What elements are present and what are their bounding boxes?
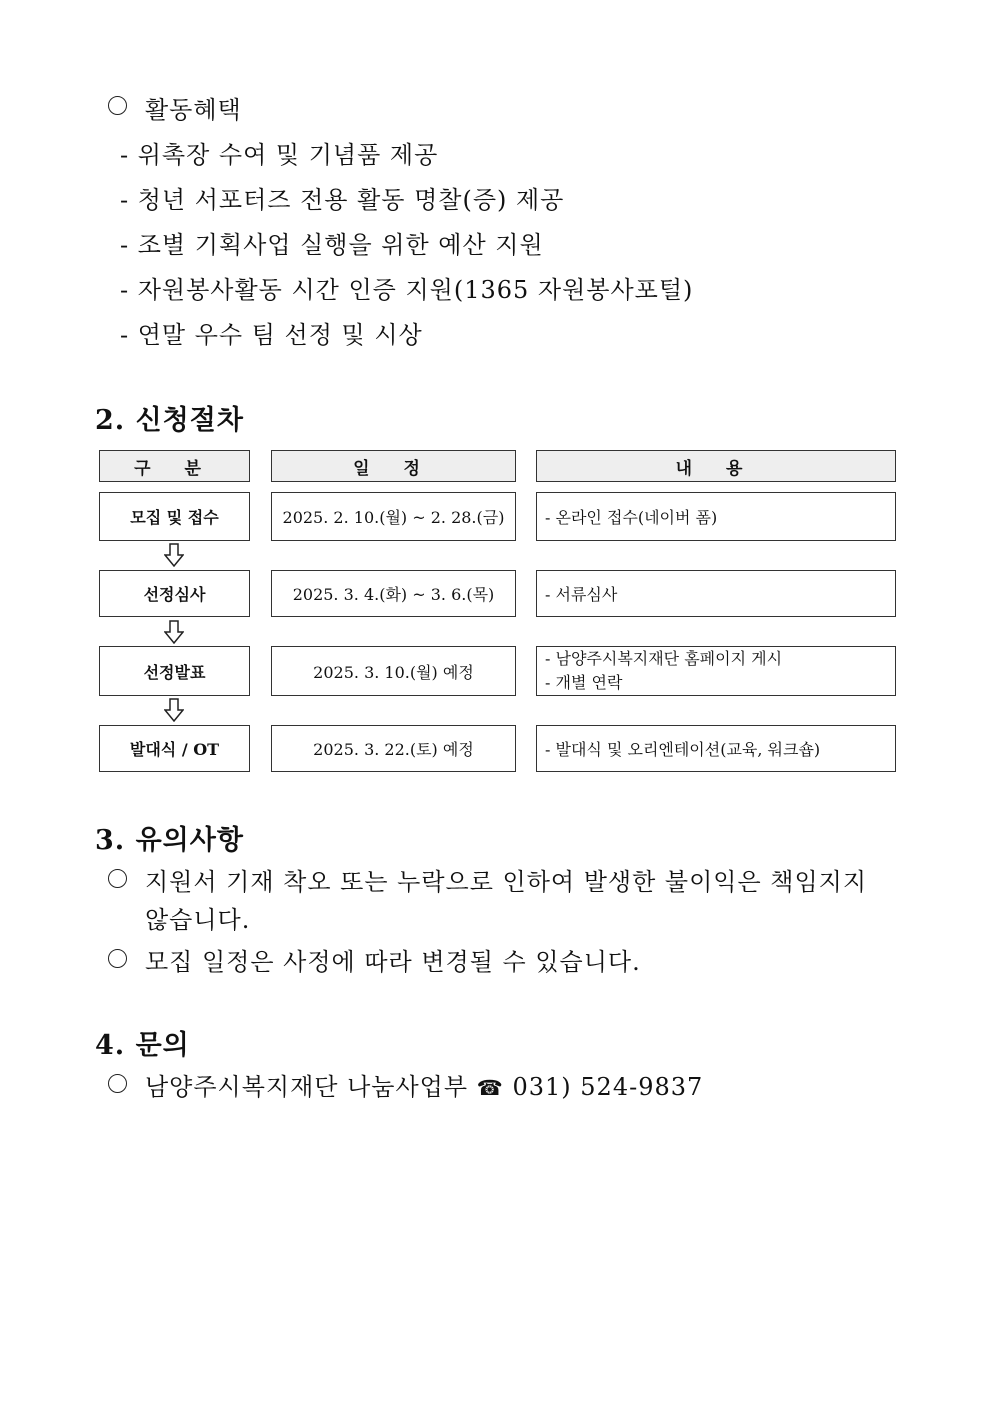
circle-bullet-icon [108, 949, 127, 968]
table-header-category: 구 분 [99, 450, 250, 482]
table-header-content: 내 용 [536, 450, 896, 482]
note-item: 지원서 기재 착오 또는 누락으로 인하여 발생한 불이익은 책임지지 [145, 868, 867, 896]
stage-cell: 모집 및 접수 [99, 492, 250, 541]
section-heading-notes: 3. 유의사항 [95, 825, 244, 856]
note-item: 모집 일정은 사정에 따라 변경될 수 있습니다. [145, 948, 641, 976]
benefit-item: - 위촉장 수여 및 기념품 제공 [120, 141, 439, 169]
down-arrow-icon [164, 620, 184, 644]
section-heading-inquiry: 4. 문의 [95, 1030, 190, 1061]
down-arrow-icon [164, 698, 184, 722]
contact-department: 남양주시복지재단 나눔사업부 [145, 1073, 469, 1101]
schedule-cell: 2025. 3. 4.(화) ~ 3. 6.(목) [271, 570, 516, 617]
content-cell: - 서류심사 [536, 570, 896, 617]
table-header-schedule: 일 정 [271, 450, 516, 482]
content-line: - 개별 연락 [545, 673, 623, 692]
content-cell: - 발대식 및 오리엔테이션(교육, 워크숍) [536, 725, 896, 772]
note-item-continued: 않습니다. [145, 906, 251, 934]
stage-cell: 발대식 / OT [99, 725, 250, 772]
stage-cell: 선정심사 [99, 570, 250, 617]
contact-line [145, 1067, 703, 1102]
benefit-item: - 청년 서포터즈 전용 활동 명찰(증) 제공 [120, 186, 565, 214]
content-cell [536, 646, 896, 696]
content-cell: - 온라인 접수(네이버 폼) [536, 492, 896, 541]
stage-cell: 선정발표 [99, 646, 250, 696]
section-heading-procedure: 2. 신청절차 [95, 405, 244, 436]
benefit-item: - 연말 우수 팀 선정 및 시상 [120, 321, 423, 349]
circle-bullet-icon [108, 1074, 127, 1093]
down-arrow-icon [164, 543, 184, 567]
schedule-cell: 2025. 3. 22.(토) 예정 [271, 725, 516, 772]
benefits-title: 활동혜택 [145, 96, 242, 124]
telephone-icon: ☎ [476, 1076, 504, 1100]
circle-bullet-icon [108, 96, 127, 115]
benefit-item: - 조별 기획사업 실행을 위한 예산 지원 [120, 231, 544, 259]
circle-bullet-icon [108, 869, 127, 888]
schedule-cell: 2025. 3. 10.(월) 예정 [271, 646, 516, 696]
benefit-item: - 자원봉사활동 시간 인증 지원(1365 자원봉사포털) [120, 276, 694, 304]
schedule-cell: 2025. 2. 10.(월) ~ 2. 28.(금) [271, 492, 516, 541]
contact-phone: 031) 524-9837 [512, 1073, 704, 1101]
content-line: - 남양주시복지재단 홈페이지 게시 [545, 649, 783, 668]
